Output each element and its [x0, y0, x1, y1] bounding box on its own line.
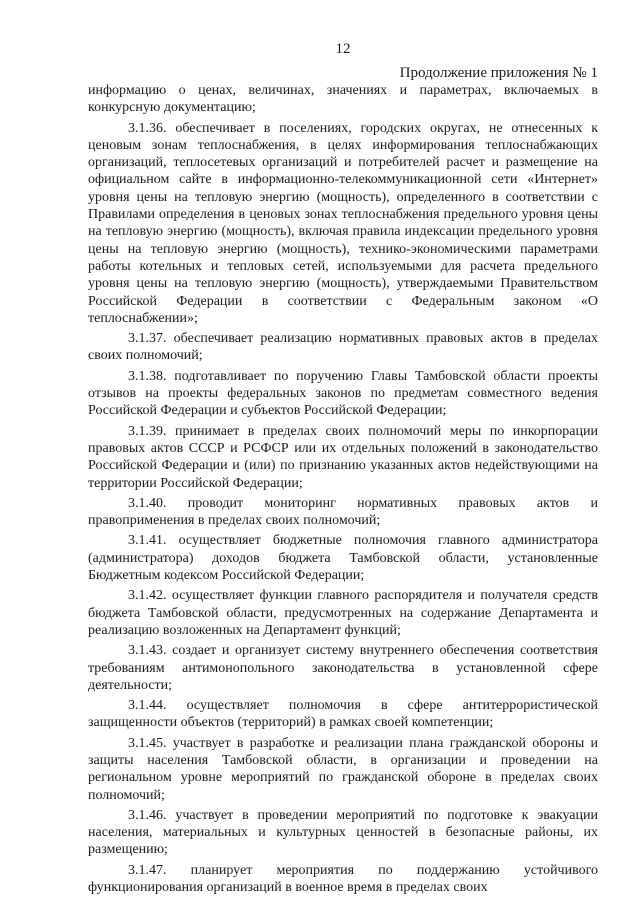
- document-body: [88, 82, 598, 896]
- paragraph-3-1-37: 3.1.37. обеспечивает реализацию нормативных правовых актов в пределах своих полномочий;: [88, 331, 598, 364]
- paragraph-3-1-47: 3.1.47. планирует мероприятия по поддержанию устойчивого функционирования организаций в военное время в пределах своих: [88, 862, 598, 896]
- appendix-continuation-note: Продолжение приложения № 1: [399, 65, 598, 81]
- paragraph-3-1-39: 3.1.39. принимает в пределах своих полномочий меры по инкорпорации правовых актов СССР и РСФСР или их отдельных положений в законодательство Российской Федерации и (или) по признанию указанных актов недействующими на территории Российской Федерации;: [88, 423, 598, 491]
- paragraph-3-1-42: 3.1.42. осуществляет функции главного распорядителя и получателя средств бюджета Тамбовской области, предусмотренных на содержание Департамента и реализацию возложенных на Департамент функций;: [88, 588, 598, 638]
- paragraph-3-1-44: 3.1.44. осуществляет полномочия в сфере антитеррористической защищенности объектов (территорий) в рамках своей компетенции;: [88, 698, 598, 731]
- paragraph-3-1-40: 3.1.40. проводит мониторинг нормативных правовых актов и правоприменения в пределах своих полномочий;: [88, 495, 598, 529]
- paragraph-3-1-38: 3.1.38. подготавливает по поручению Главы Тамбовской области проекты отзывов на проекты федеральных законов по предметам совместного ведения Российской Федерации и субъектов Российской Федерации;: [88, 368, 598, 419]
- paragraph-3-1-45: 3.1.45. участвует в разработке и реализации плана гражданской обороны и защиты населения Тамбовской области, в организации и проведении на региональном уровне мероприятий по гражданской обороне в пределах своих полномочий;: [88, 735, 598, 803]
- paragraph-3-1-41: 3.1.41. осуществляет бюджетные полномочия главного администратора (администратора) доходов бюджета Тамбовской области, установленные Бюджетным кодексом Российской Федерации;: [88, 533, 598, 584]
- paragraph-3-1-46: 3.1.46. участвует в проведении мероприятий по подготовке к эвакуации населения, материальных и культурных ценностей в безопасные районы, их размещению;: [88, 807, 598, 858]
- paragraph-3-1-36: 3.1.36. обеспечивает в поселениях, городских округах, не отнесенных к ценовым зонам теплоснабжения, в целях информирования теплоснабжающих организаций, теплосетевых организаций и потребителей расчет и размещение на официальном сайте в информационно-телекоммуникационной сети «Интернет» уровня цены на тепловую энергию (мощность), определенного в соответствии с Правилами определения в ценовых зонах теплоснабжения предельного уровня цены на тепловую энергию (мощность), включая правила индексации предельного уровня цены на тепловую энергию (мощность), технико-экономическими параметрами работы котельных и тепловых сетей, используемыми для расчета предельного уровня цены на тепловую энергию (мощность), утверждаемыми Правительством Российской Федерации в соответствии с Федеральным законом «О теплоснабжении»;: [88, 120, 598, 326]
- page-number: 12: [335, 41, 351, 57]
- paragraph-continuation: информацию о ценах, величинах, значениях и параметрах, включаемых в конкурсную документацию;: [88, 83, 598, 116]
- paragraph-3-1-43: 3.1.43. создает и организует систему внутреннего обеспечения соответствия требованиям антимонопольного законодательства в установленной сфере деятельности;: [88, 643, 598, 693]
- document-page: [88, 40, 598, 899]
